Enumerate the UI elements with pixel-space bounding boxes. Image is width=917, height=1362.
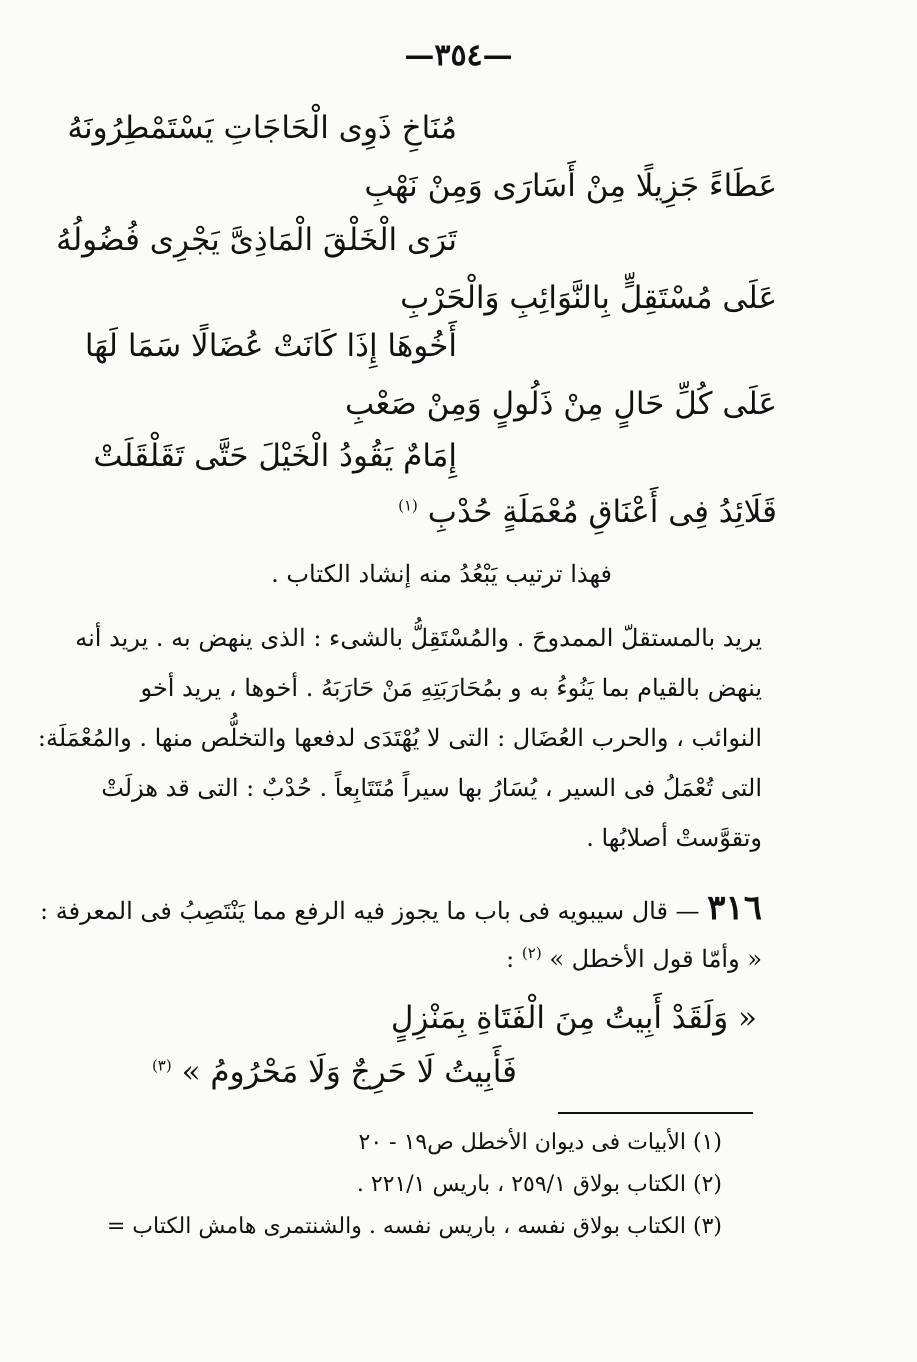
footnote-ref-2: (٢) bbox=[521, 944, 542, 962]
verse-line-5: أَخُوهَا إِذَا كَانَتْ عُضَالًا سَمَا لَهَا bbox=[84, 328, 457, 364]
verse-line-8-text: قَلَائِدُ فِى أَعْنَاقِ مُعْمَلَةٍ حُدْبِ bbox=[427, 494, 777, 530]
verse-line-4: عَلَى مُسْتَقِلٍّ بِالنَّوَائِبِ وَالْحَرْبِ bbox=[400, 280, 777, 316]
footnote-1: (١) الأبيات فى ديوان الأخطل ص١٩ - ٢٠ bbox=[358, 1130, 722, 1155]
section-text-2: « وأمّا قول الأخطل » bbox=[549, 945, 762, 973]
footnote-2: (٢) الكتاب بولاق ٢٥٩/١ ، باريس ٢٢١/١ . bbox=[356, 1172, 722, 1197]
footnote-ref-1: (١) bbox=[398, 496, 418, 515]
verse-line-3: تَرَى الْخَلْقَ الْمَاذِىَّ يَجْرِى فُضُولُهُ bbox=[56, 222, 457, 258]
verse-line-7: إِمَامٌ يَقُودُ الْخَيْلَ حَتَّى تَقَلْقَلَتْ bbox=[93, 438, 457, 474]
verse-line-8 bbox=[398, 494, 777, 531]
section-316-heading bbox=[40, 888, 762, 929]
prose-line-3: النوائب ، والحرب العُضَال : التى لا يُهْتَدَى لدفعها والتخلُّص منها . والمُعْمَلَة: bbox=[37, 724, 762, 752]
verse-line-2: عَطَاءً جَزِيلًا مِنْ أَسَارَى وَمِنْ نَهْبِ bbox=[364, 168, 777, 204]
page-number: —٣٥٤— bbox=[404, 38, 513, 73]
prose-line-1: يريد بالمستقلّ الممدوحَ . والمُسْتَقِلُّ بالشىء : الذى ينهض به . يريد أنه bbox=[75, 624, 762, 652]
footnote-3: (٣) الكتاب بولاق نفسه ، باريس نفسه . والشنتمرى هامش الكتاب = bbox=[106, 1214, 722, 1239]
prose-line-2: ينهض بالقيام بما يَنُوءُ به و بمُحَارَبَتِهِ مَنْ حَارَبَهُ . أخوها ، يريد أخو bbox=[140, 674, 762, 702]
quote-verse-2 bbox=[152, 1054, 517, 1091]
section-number: ٣١٦ bbox=[707, 888, 762, 928]
prose-line-4: التى تُعْمَلُ فى السير ، يُسَارُ بها سيراً مُتَتَابِعاً . حُدْبٌ : التى قد هزلَتْ bbox=[101, 774, 762, 802]
section-text: — قال سيبويه فى باب ما يجوز فيه الرفع مما يَنْتَصِبُ فى المعرفة : bbox=[40, 897, 700, 925]
prose-line-5: وتقوَّستْ أصلابُها . bbox=[586, 824, 762, 852]
after-verses-text: فهذا ترتيب يَبْعُدُ منه إنشاد الكتاب . bbox=[271, 560, 612, 588]
verse-line-1: مُنَاخِ ذَوِى الْحَاجَاتِ يَسْتَمْطِرُونَهُ bbox=[67, 110, 457, 146]
quote-verse-2-text: فَأَبِيتُ لَا حَرِجٌ وَلَا مَحْرُومُ » bbox=[181, 1054, 517, 1090]
quote-verse-1: « وَلَقَدْ أَبِيتُ مِنَ الْفَتَاةِ بِمَنْزِلٍ bbox=[390, 1000, 757, 1036]
footnote-ref-3: (٣) bbox=[151, 1056, 172, 1075]
section-colon: : bbox=[506, 945, 515, 973]
verse-line-6: عَلَى كُلِّ حَالٍ مِنْ ذَلُولٍ وَمِنْ صَعْبِ bbox=[345, 386, 777, 422]
section-line-2 bbox=[506, 944, 762, 974]
footnote-divider bbox=[558, 1112, 753, 1114]
